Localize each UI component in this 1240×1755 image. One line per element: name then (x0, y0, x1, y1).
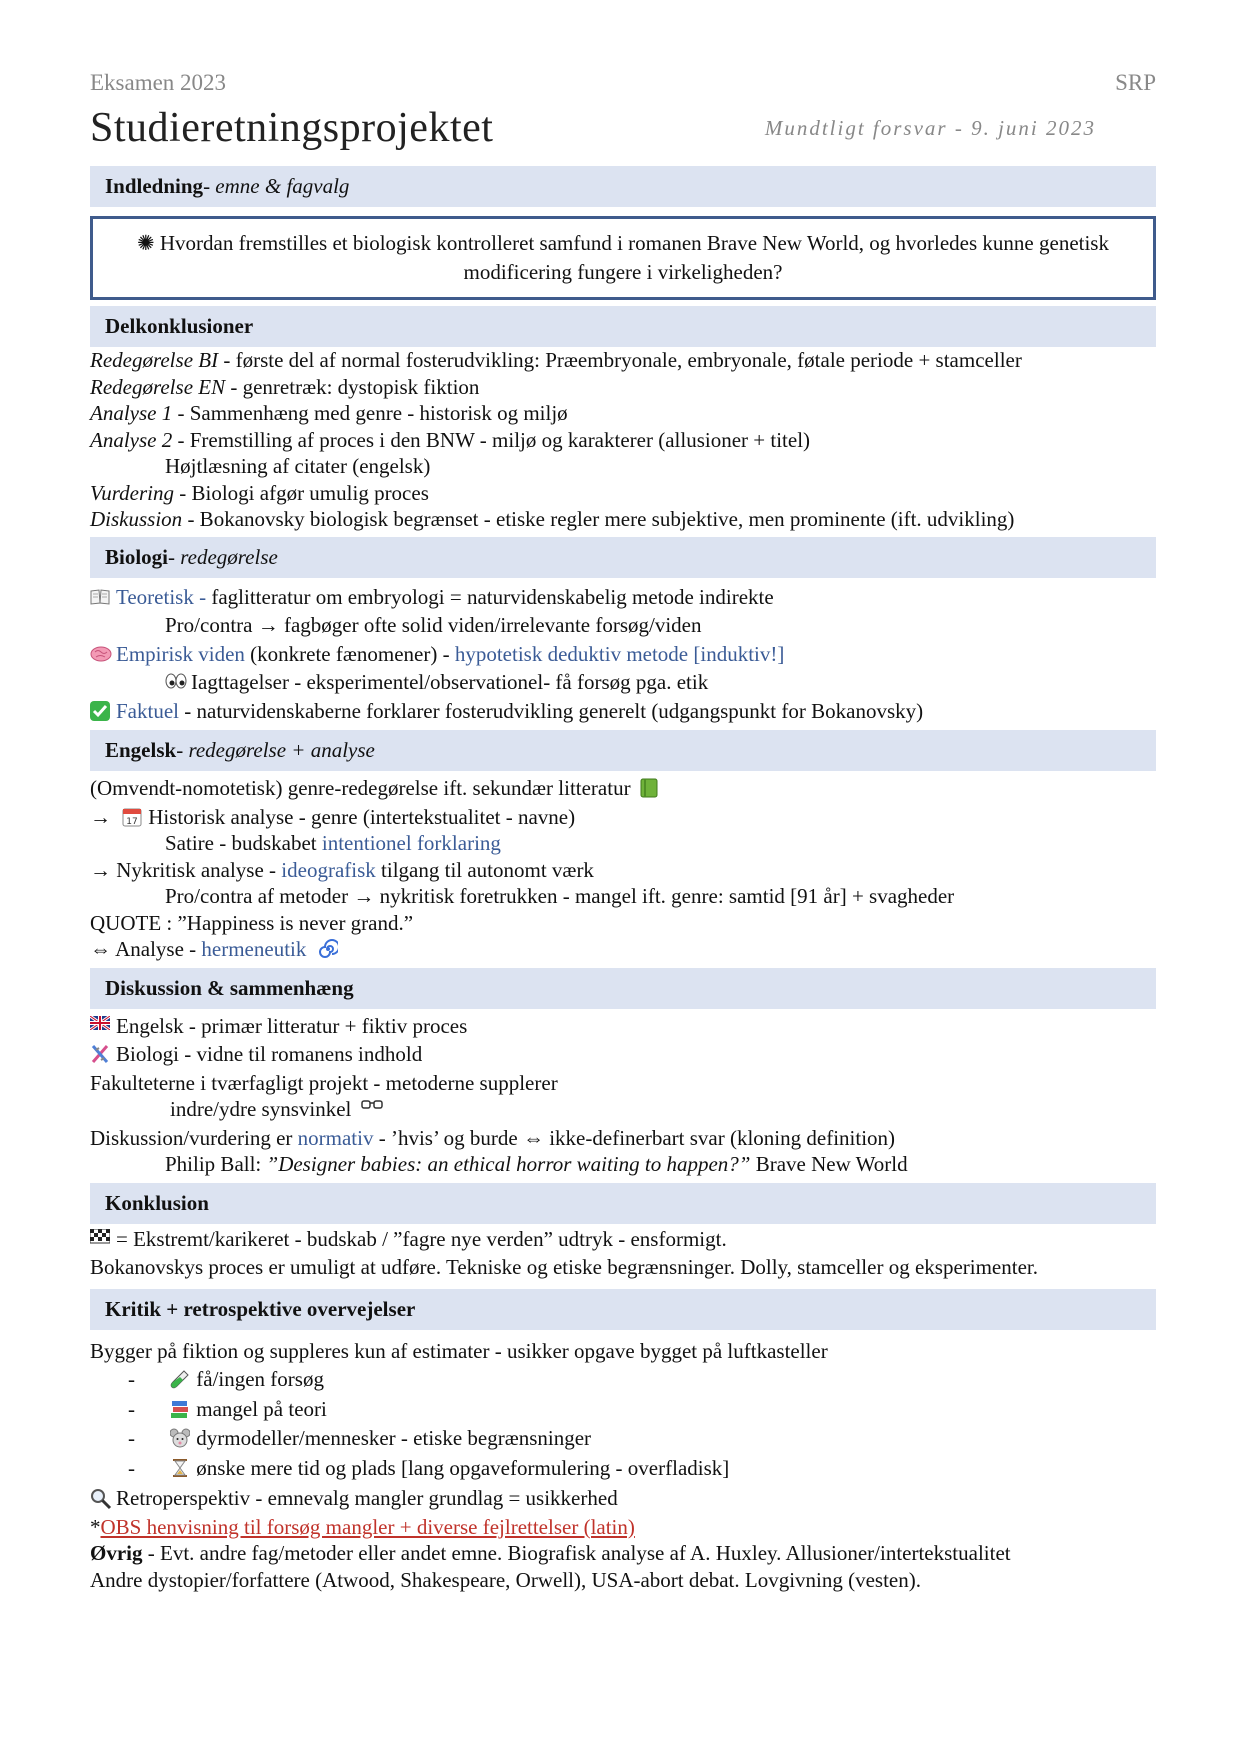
green-book-icon (640, 778, 660, 798)
section-title: Konklusion (105, 1190, 209, 1215)
list-item: ⇔ Analyse - hermeneutik (90, 936, 1156, 963)
section-subtitle: - redegørelse + analyse (176, 738, 375, 762)
research-question: Hvordan fremstilles et biologisk kontrolleret samfund i romanen Brave New World, og hvorledes kunne genetisk modificering fungere i virkeligheden? (159, 231, 1109, 284)
list-item: = Ekstremt/karikeret - budskab / ”fagre nye verden” udtryk - ensformigt. (90, 1226, 1156, 1253)
section-subtitle: - emne & fagvalg (203, 174, 350, 198)
check-icon (90, 701, 110, 721)
uk-flag-icon (90, 1016, 110, 1036)
section-title: Diskussion & sammenhæng (105, 975, 354, 1000)
brain-icon (90, 644, 110, 664)
list-item: Øvrig - Evt. andre fag/metoder eller andet emne. Biografisk analyse af A. Huxley. Allusioner/intertekstualitet (90, 1541, 1011, 1565)
section-title: Biologi (105, 544, 169, 569)
section-delkonklusioner (90, 306, 1156, 347)
section-engelsk (90, 730, 1156, 771)
document-page (90, 70, 1156, 1593)
bullet-item: - mangel på teori (128, 1396, 327, 1421)
bullet-item: - ønske mere tid og plads [lang opgaveformulering - overfladisk] (128, 1455, 730, 1480)
mouse-icon (170, 1428, 190, 1448)
section-title: Kritik + retrospektive overvejelser (105, 1296, 416, 1321)
list-item: Andre dystopier/forfattere (Atwood, Shakespeare, Orwell), USA-abort debat. Lovgivning (vesten). (90, 1567, 921, 1592)
list-item: Satire - budskabet intentionel forklaring (165, 831, 501, 855)
section-indledning (90, 166, 1156, 207)
dna-icon (90, 1044, 110, 1064)
list-item: *OBS henvisning til forsøg mangler + diverse fejlrettelser (latin) (90, 1514, 635, 1539)
list-item: Diskussion/vurdering er normativ - ’hvis’ og burde ⇔ ikke-definerbart svar (kloning definition) (90, 1125, 896, 1150)
section-diskussion (90, 968, 1156, 1009)
section-kritik (90, 1289, 1156, 1330)
list-item: Redegørelse BI - første del af normal fosterudvikling: Præembryonale, embryonale, føtale periode + stamceller (90, 348, 1022, 372)
books-icon (170, 1399, 190, 1419)
magnifier-icon (90, 1488, 110, 1508)
page-header (90, 70, 1156, 96)
list-item: Analyse 2 - Fremstilling af proces i den BNW - miljø og karakterer (allusioner + titel) (90, 427, 811, 452)
list-item: Philip Ball: ”Designer babies: an ethical horror waiting to happen?” Brave New World (165, 1152, 908, 1176)
calendar-icon (122, 807, 142, 827)
list-item: Biologi - vidne til romanens indhold (90, 1041, 1156, 1068)
test-tube-icon (170, 1369, 190, 1389)
section-title: Engelsk (105, 738, 177, 762)
list-item: Engelsk - primær litteratur + fiktiv proces (90, 1013, 1156, 1040)
book-icon (90, 587, 110, 607)
list-item: → Nykritisk analyse - ideografisk tilgang til autonomt værk (90, 857, 594, 882)
list-item: Diskussion - Bokanovsky biologisk begrænset - etiske regler mere subjektive, men prominente (ift. udvikling) (90, 507, 1015, 531)
list-item: Analyse 1 - Sammenhæng med genre - historisk og miljø (90, 401, 568, 425)
research-question-box (90, 216, 1156, 300)
list-item: Højtlæsning af citater (engelsk) (165, 454, 431, 478)
header-right: SRP (1115, 70, 1156, 95)
checkered-flag-icon (90, 1229, 110, 1249)
list-item: Vurdering - Biologi afgør umulig proces (90, 480, 429, 505)
section-title: Delkonklusioner (105, 314, 254, 338)
list-item: Bokanovskys proces er umuligt at udføre. Tekniske og etiske begrænsninger. Dolly, stamceller og eksperimenter. (90, 1255, 1038, 1279)
eyes-icon (165, 672, 185, 692)
list-item: Teoretisk - faglitteratur om embryologi = naturvidenskabelig metode indirekte (90, 584, 1156, 611)
obs-note: OBS henvisning til forsøg mangler + diverse fejlrettelser (latin) (100, 1514, 635, 1539)
title-row (90, 104, 1156, 166)
list-item: Faktuel - naturvidenskaberne forklarer fosterudvikling generelt (udgangspunkt for Bokanovsky) (90, 698, 1156, 725)
list-item: Iagttagelser - eksperimentel/observationel- få forsøg pga. etik (90, 669, 1156, 696)
list-item: Empirisk viden (konkrete fænomener) - hypotetisk deduktiv metode [induktiv!] (90, 641, 1156, 668)
header-left: Eksamen 2023 (90, 70, 227, 95)
glasses-icon (361, 1099, 381, 1119)
sun-icon: ✺ (137, 231, 155, 255)
spiral-icon (318, 939, 338, 959)
list-item: → 17 Historisk analyse - genre (intertekstualitet - navne) (90, 804, 576, 829)
section-konklusion (90, 1183, 1156, 1224)
bullet-item: - få/ingen forsøg (128, 1367, 324, 1391)
section-biologi (90, 537, 1156, 578)
page-title: Studieretningsprojektet (90, 105, 494, 151)
list-item: Retroperspektiv - emnevalg mangler grundlag = usikkerhed (90, 1485, 1156, 1512)
svg-text:17: 17 (126, 816, 138, 827)
list-item: QUOTE : ”Happiness is never grand.” (90, 910, 414, 935)
hourglass-icon (170, 1458, 190, 1478)
list-item: Pro/contra af metoder → nykritisk foretrukken - mangel ift. genre: samtid [91 år] + svagheder (165, 884, 955, 908)
list-item: indre/ydre synsvinkel (90, 1096, 1156, 1123)
list-item: Fakulteterne i tværfagligt projekt - metoderne supplerer (90, 1070, 558, 1095)
list-item: Pro/contra → fagbøger ofte solid viden/irrelevante forsøg/viden (165, 613, 702, 637)
list-item: Redegørelse EN - genretræk: dystopisk fiktion (90, 374, 480, 399)
list-item: Bygger på fiktion og suppleres kun af estimater - usikker opgave bygget på luftkasteller (90, 1338, 828, 1363)
page-subtitle: Mundtligt forsvar - 9. juni 2023 (764, 116, 1096, 140)
list-item: (Omvendt-nomotetisk) genre-redegørelse ift. sekundær litteratur (90, 775, 1156, 802)
section-title: Indledning (105, 174, 204, 198)
section-subtitle: - redegørelse (168, 544, 278, 569)
bullet-item: - dyrmodeller/mennesker - etiske begrænsninger (128, 1426, 592, 1450)
